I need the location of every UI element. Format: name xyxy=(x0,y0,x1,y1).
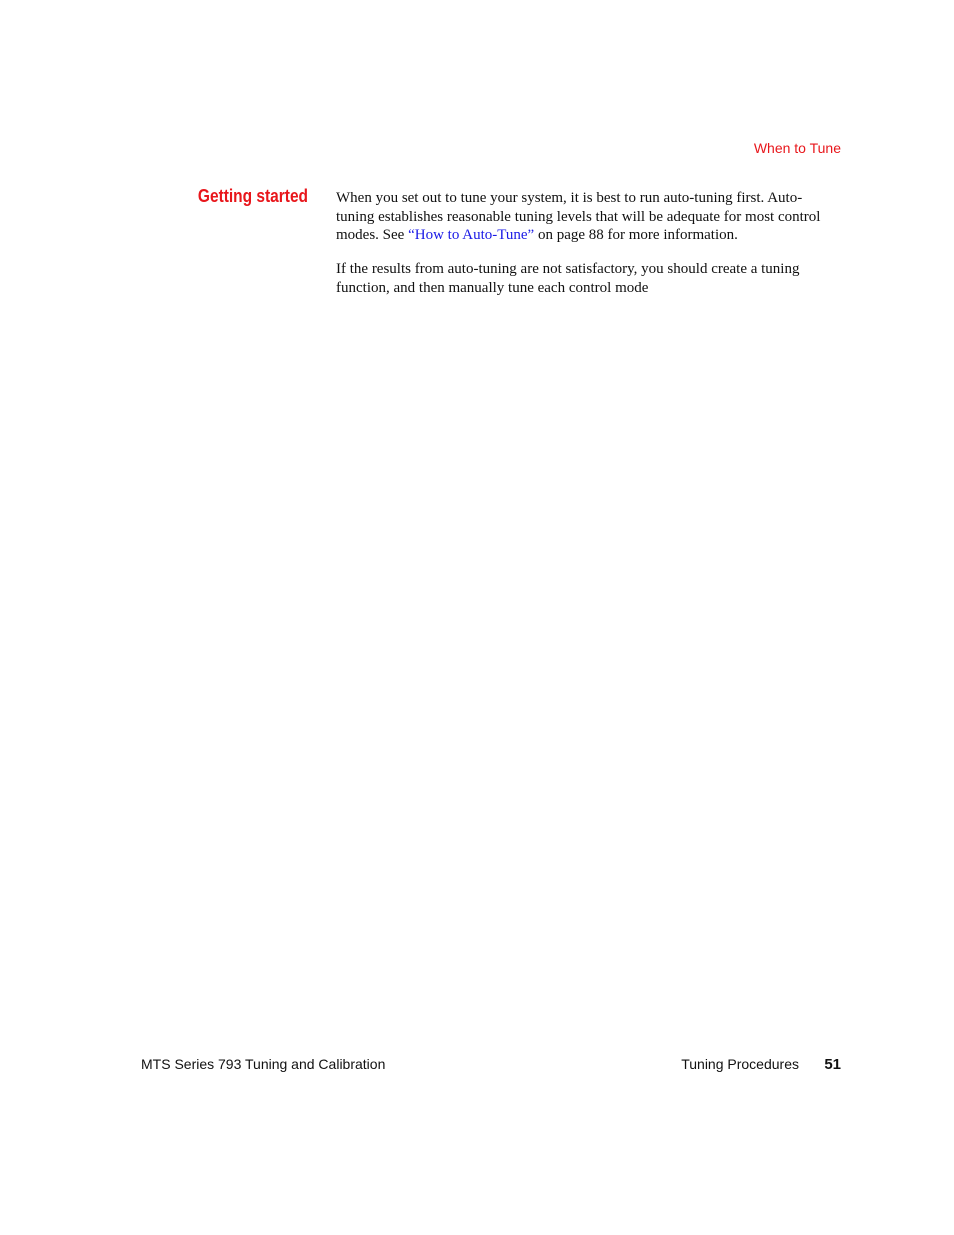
paragraph-2-line-1: If the results from auto-tuning are not satisfactory, you should create a tuning xyxy=(336,261,800,278)
paragraph-2 xyxy=(336,260,846,297)
section-body xyxy=(336,189,846,313)
paragraph-2-line-2: function, and then manually tune each control mode xyxy=(336,279,649,296)
how-to-auto-tune-link[interactable]: “How to Auto-Tune” xyxy=(408,227,535,244)
section-heading: Getting started xyxy=(197,186,308,206)
page-number: 51 xyxy=(824,1056,841,1073)
running-header: When to Tune xyxy=(753,140,841,156)
footer-chapter-title: Tuning Procedures xyxy=(681,1056,799,1072)
paragraph-1-line-3-end: on page 88 for more information. xyxy=(534,227,738,244)
paragraph-1-line-3-start: modes. See xyxy=(336,227,409,244)
paragraph-1-line-1: When you set out to tune your system, it is best to run auto-tuning first. Auto- xyxy=(336,190,803,206)
paragraph-1-line-2: tuning establishes reasonable tuning levels that will be adequate for most control xyxy=(336,208,821,225)
paragraph-1 xyxy=(336,189,846,245)
footer-book-title: MTS Series 793 Tuning and Calibration xyxy=(141,1056,386,1072)
